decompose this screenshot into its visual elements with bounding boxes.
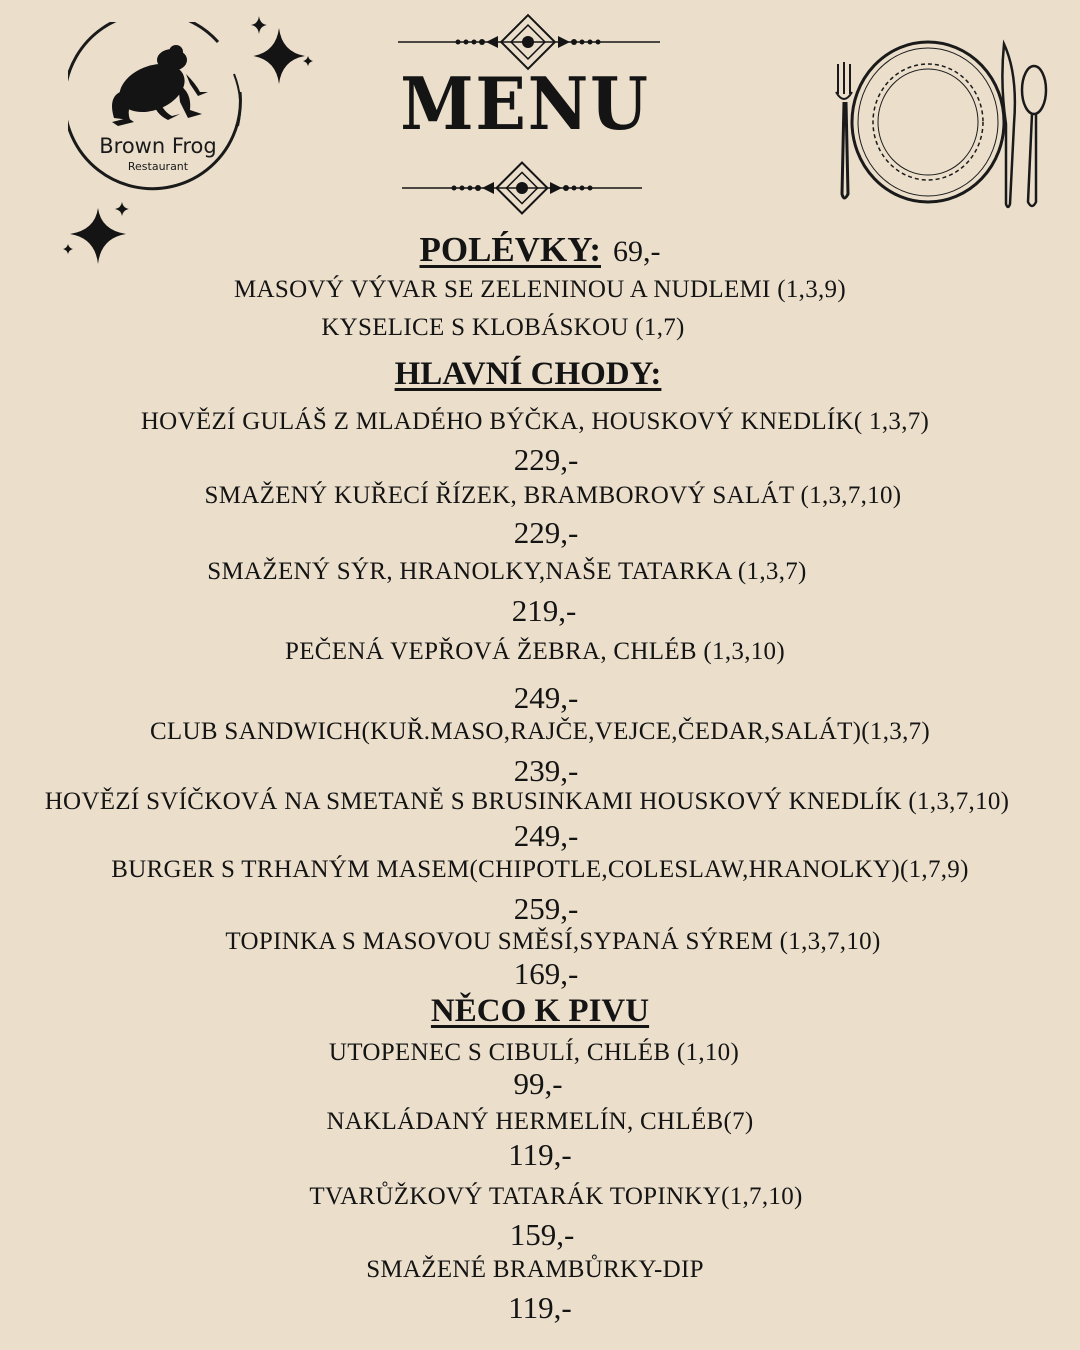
menu-item-name: MASOVÝ VÝVAR SE ZELENINOU A NUDLEMI (1,3,9) [234,276,846,303]
brand-name: Brown Frog [99,134,217,158]
section-heading-soups: POLÉVKY: [419,230,601,269]
menu-item-price: 159,- [509,1217,575,1252]
menu-item-name: TVARŮŽKOVÝ TATARÁK TOPINKY(1,7,10) [309,1183,803,1210]
menu-item-price: 249,- [513,818,579,853]
sparkle-icon [245,14,320,89]
menu-item-name: NAKLÁDANÝ HERMELÍN, CHLÉB(7) [326,1108,754,1135]
soups-heading-row [0,230,1080,270]
menu-item-name: TOPINKA S MASOVOU SMĚSÍ,SYPANÁ SÝREM (1,3,7,10) [225,928,881,955]
menu-item-name: SMAŽENÝ SÝR, HRANOLKY,NAŠE TATARKA (1,3,7) [207,558,807,585]
menu-item-name: SMAŽENÉ BRAMBŮRKY-DIP [366,1256,704,1283]
menu-item-price: 259,- [513,891,579,926]
menu-item-price: 249,- [513,680,579,715]
section-heading-beer-snacks: NĚCO K PIVU [430,993,650,1029]
menu-item-name: HOVĚZÍ GULÁŠ Z MLADÉHO BÝČKA, HOUSKOVÝ KNEDLÍK( 1,3,7) [140,408,930,435]
menu-item-name: PEČENÁ VEPŘOVÁ ŽEBRA, CHLÉB (1,3,10) [285,638,785,665]
menu-item-name: CLUB SANDWICH(KUŘ.MASO,RAJČE,VEJCE,ČEDAR,SALÁT)(1,3,7) [149,718,931,745]
brand-logo [68,22,248,208]
menu-item-price: 119,- [508,1137,572,1172]
menu-item-price: 239,- [513,753,579,788]
menu-item-name: KYSELICE S KLOBÁSKOU (1,7) [321,314,685,341]
menu-item-price: 99,- [513,1066,563,1101]
menu-item-price: 229,- [513,442,579,477]
menu-item-price: 229,- [513,515,579,550]
frog-logo-icon [68,22,248,208]
page-title: MENU [400,61,650,146]
menu-item-name: UTOPENEC S CIBULÍ, CHLÉB (1,10) [328,1039,740,1066]
menu-item-name: SMAŽENÝ KUŘECÍ ŘÍZEK, BRAMBOROVÝ SALÁT (1,3,7,10) [204,482,902,509]
plate-cutlery-icon [828,34,1052,212]
soups-price: 69,- [613,235,661,268]
menu-item-price: 169,- [513,956,579,991]
menu-item-name: HOVĚZÍ SVÍČKOVÁ NA SMETANĚ S BRUSINKAMI HOUSKOVÝ KNEDLÍK (1,3,7,10) [44,788,1010,815]
ornament-divider-icon [402,156,642,220]
menu-item-price: 119,- [508,1290,572,1325]
menu-item-price: 219,- [511,593,577,628]
menu-item-name: BURGER S TRHANÝM MASEM(CHIPOTLE,COLESLAW,HRANOLKY)(1,7,9) [111,856,969,883]
brand-subtitle: Restaurant [127,160,189,173]
section-heading-mains: HLAVNÍ CHODY: [394,356,662,392]
